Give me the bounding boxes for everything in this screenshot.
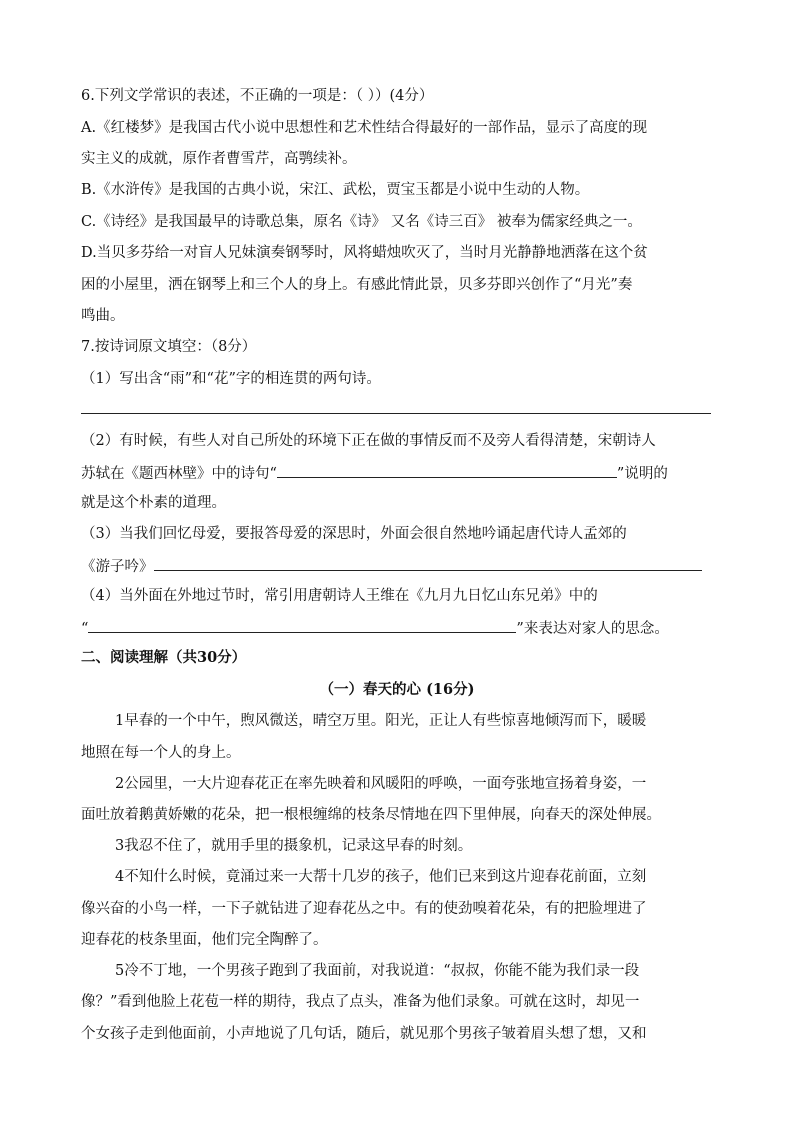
q7-sub3-text-before: 《游子吟》 <box>81 559 154 575</box>
q7-sub3-line1: （3）当我们回忆母爱，要报答母爱的深思时，外面会很自然地吟诵起唐代诗人孟郊的 <box>81 526 627 542</box>
paragraph-5-line3: 个女孩子走到他面前，小声地说了几句话，随后，就见那个男孩子皱着眉头想了想，又和 <box>81 1026 647 1042</box>
q6-stem: 6.下列文学常识的表述，不正确的一项是：（ ））(4分） <box>81 88 434 104</box>
paragraph-5-line2: 像？”看到他脸上花苞一样的期待，我点了点头，准备为他们录象。可就在这时，却见一 <box>81 994 640 1010</box>
q6-option-d-line2: 困的小屋里，洒在钢琴上和三个人的身上。有感此情此景，贝多芬即兴创作了“月光”奏 <box>81 277 633 293</box>
q7-sub2-text-after: ”说明的 <box>616 466 668 482</box>
paragraph-2-line2: 面吐放着鹅黄娇嫩的花朵，把一根根缠绵的枝条尽情地在四下里伸展，向春天的深处伸展。 <box>81 807 661 823</box>
q7-sub3-answer-blank[interactable] <box>154 555 702 571</box>
paragraph-1-line2: 地照在每一个人的身上。 <box>81 745 241 761</box>
section2-heading: 二、阅读理解（共30分） <box>81 649 247 666</box>
q7-stem: 7.按诗词原文填空：（8分） <box>81 339 257 355</box>
q7-sub1: （1）写出含“雨”和“花”字的相连贯的两句诗。 <box>81 371 381 387</box>
q6-option-c: C.《诗经》是我国最早的诗歌总集，原名《诗》 又名《诗三百》 被奉为儒家经典之一。 <box>81 214 642 230</box>
q7-sub2-answer-blank[interactable] <box>277 462 617 478</box>
q6-option-b: B.《水浒传》是我国的古典小说，宋江、武松，贾宝玉都是小说中生动的人物。 <box>81 182 590 198</box>
q6-option-a-line1: A.《红楼梦》是我国古代小说中思想性和艺术性结合得最好的一部作品，显示了高度的现 <box>81 120 648 136</box>
paragraph-4-line2: 像兴奋的小鸟一样，一下子就钻进了迎春花丛之中。有的使劲嗅着花朵，有的把脸埋进了 <box>81 901 647 917</box>
q7-sub3-line2 <box>81 555 714 577</box>
q7-sub4-line2 <box>81 617 714 639</box>
q7-sub1-answer-line[interactable] <box>81 413 711 414</box>
q6-option-d-line3: 鸣曲。 <box>81 308 125 324</box>
paragraph-2-line1: 2公园里，一大片迎春花正在率先映着和风暖阳的呼唤，一面夸张地宣扬着身姿，一 <box>115 776 647 792</box>
paragraph-5-line1: 5冷不丁地，一个男孩子跑到了我面前，对我说道：“叔叔，你能不能为我们录一段 <box>115 963 640 979</box>
q7-sub2-line3: 就是这个朴素的道理。 <box>81 495 226 511</box>
q6-option-a-line2: 实主义的成就，原作者曹雪芹，高鹗续补。 <box>81 151 357 167</box>
q7-sub2-text-before: 苏轼在《题西林壁》中的诗句“ <box>81 466 277 482</box>
q7-sub2-line2 <box>81 462 714 484</box>
paragraph-3: 3我忍不住了，就用手里的摄象机，记录这早春的时刻。 <box>115 838 473 854</box>
q7-sub4-text-before: “ <box>81 621 89 637</box>
q7-sub4-text-after: ”来表达对家人的思念。 <box>516 621 669 637</box>
paragraph-4-line1: 4不知什么时候，竟涌过来一大帮十几岁的孩子，他们已来到这片迎春花前面，立刻 <box>115 869 647 885</box>
paragraph-1-line1: 1早春的一个中午，煦风微送，晴空万里。阳光，正让人有些惊喜地倾泻而下，暖暖 <box>115 713 647 729</box>
q7-sub4-line1: （4）当外面在外地过节时，常引用唐朝诗人王维在《九月九日忆山东兄弟》中的 <box>81 588 598 604</box>
q7-sub4-answer-blank[interactable] <box>88 617 516 633</box>
paragraph-4-line3: 迎春花的枝条里面，他们完全陶醉了。 <box>81 932 328 948</box>
passage-title: （一）春天的心 (16分) <box>319 681 475 698</box>
q6-option-d-line1: D.当贝多芬给一对盲人兄妹演奏钢琴时，风将蜡烛吹灭了，当时月光静静地洒落在这个贫 <box>81 245 648 261</box>
q7-sub2-line1: （2）有时候，有些人对自己所处的环境下正在做的事情反而不及旁人看得清楚，宋朝诗人 <box>81 433 656 449</box>
